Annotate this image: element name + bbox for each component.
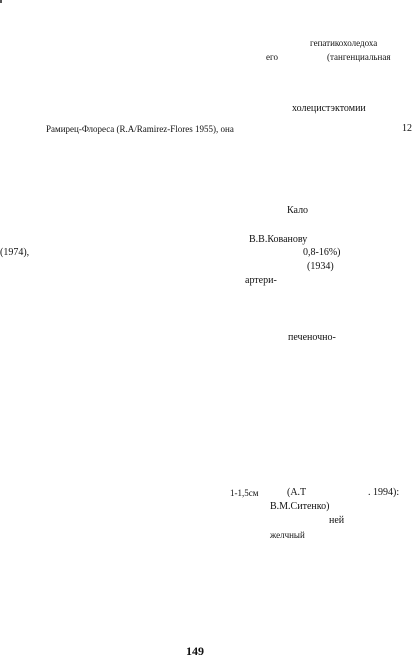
text-fragment: . 1994):: [368, 487, 400, 498]
text-fragment: (А.Т: [287, 487, 307, 498]
page-number: 149: [186, 644, 204, 658]
text-fragment: печеночно-: [288, 332, 336, 343]
text-fragment: гепатикохоледоха: [310, 38, 378, 48]
text-fragment: Кало: [287, 205, 309, 216]
text-fragment: ней: [329, 515, 345, 526]
text-fragment: В.В.Кованову: [249, 234, 308, 245]
text-fragment: (1974),: [0, 247, 30, 258]
text-fragment: желчный: [270, 530, 305, 540]
text-fragment: артери-: [245, 275, 277, 286]
text-fragment: 1-1,5см: [230, 488, 259, 498]
text-fragment: 0,8-16%): [303, 247, 341, 258]
text-fragment: 12: [402, 123, 412, 134]
text-fragment: (тангенциальная: [327, 52, 391, 62]
text-fragment: холецистэктомии: [292, 103, 366, 114]
corner-mark: [0, 0, 2, 3]
text-fragment: В.М.Ситенко): [270, 501, 330, 512]
text-fragment: его: [266, 52, 278, 62]
text-fragment: (1934): [307, 261, 334, 272]
text-fragment: Рамирец-Флореса (R.A/Ramirez-Flores 1955), она: [46, 124, 234, 134]
